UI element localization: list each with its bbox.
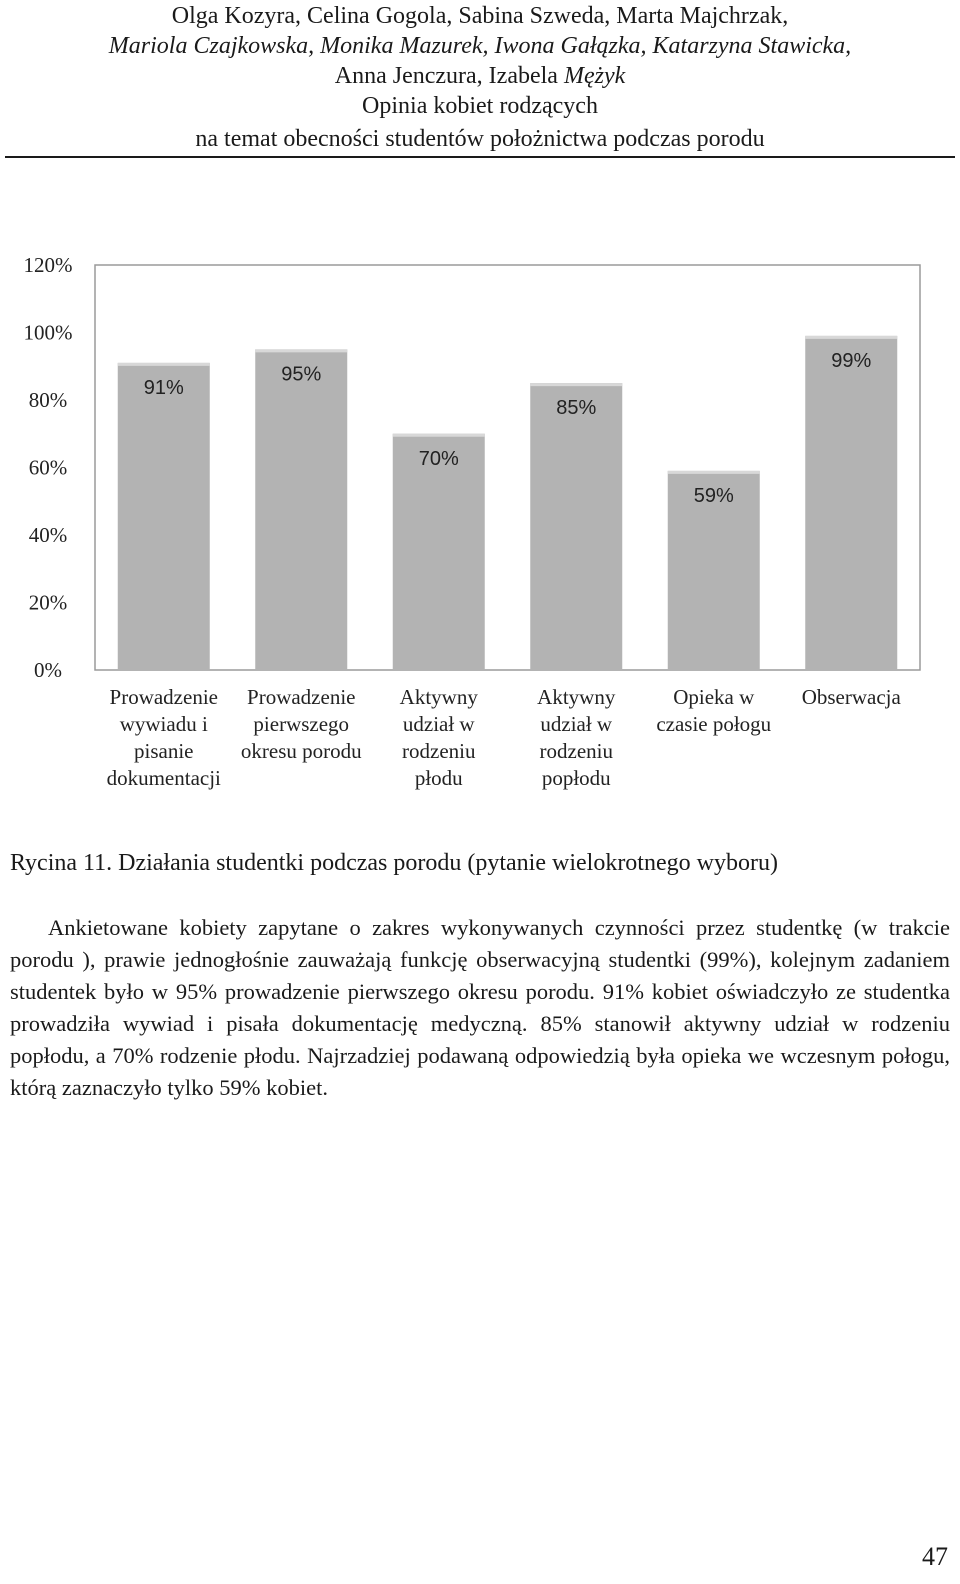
x-tick-label: rodzeniu [539,739,613,763]
x-tick-label: Prowadzenie [247,685,356,709]
x-tick-label: Obserwacja [801,685,901,709]
data-label: 59% [693,484,734,507]
data-label: 85% [556,397,597,420]
article-title-line-1: Opinia kobiet rodzących [362,93,598,119]
bar [118,363,210,670]
page-number: 47 [922,1542,948,1571]
bar-chart [0,230,960,810]
x-tick-label: dokumentacji [106,766,221,790]
bar-highlight [118,363,210,366]
figure-caption: Rycina 11. Działania studentki podczas porodu (pytanie wielokrotnego wyboru) [10,850,778,876]
x-tick-label: pisanie [134,739,194,763]
y-tick-label: 60% [28,455,68,480]
bar-highlight [530,383,622,386]
x-tick-label: czasie połogu [656,712,772,736]
x-tick-label: Prowadzenie [109,685,218,709]
data-label: 99% [831,349,872,372]
x-tick-label: pierwszego [253,712,350,736]
header-rule [5,156,955,158]
x-tick-label: popłodu [541,766,611,790]
paragraph-text: Ankietowane kobiety zapytane o zakres wykonywanych czynności przez studentkę (w trakcie porodu ), prawie jednogłośnie zauważają funkcję obserwacyjną studentki (99%), kolejnym zadaniem studentek było w 95% prowadzenie pierwszego okresu porodu. 91% kobiet oświadczyło ze studentka prowadziła wywiad i pisała dokumentację medyczną. 85% stanowił aktywny udział w rodzeniu popłodu, a 70% rodzenie płodu. Najrzadziej podawaną odpowiedzią była opieka we wczesnym połogu, którą zaznaczyło tylko 59% kobiet. [10,915,950,1100]
article-title-line-2: na temat obecności studentów położnictwa podczas porodu [195,126,765,152]
bar-highlight [668,471,760,474]
x-tick-label: udział w [402,712,475,736]
y-tick-label: 120% [23,253,73,277]
x-tick-label: rodzeniu [402,739,476,763]
x-tick-label: udział w [540,712,613,736]
authors-line-3-plain: Anna Jenczura, Izabela [334,63,564,89]
bar-highlight [255,349,347,352]
authors-line-3 [0,62,960,90]
y-tick-label: 0% [34,658,62,682]
bar [805,336,897,670]
x-tick-label: Opieka w [673,685,755,709]
y-tick-label: 100% [23,320,73,345]
authors-line-2: Mariola Czajkowska, Monika Mazurek, Iwona Gałązka, Katarzyna Stawicka, [108,33,852,59]
authors-line-1: Olga Kozyra, Celina Gogola, Sabina Szweda, Marta Majchrzak, [171,3,789,29]
x-tick-label: Aktywny [399,685,478,709]
y-tick-label: 40% [28,523,68,547]
data-label: 95% [281,363,322,386]
plot-frame [95,265,920,670]
bar [255,349,347,670]
bar-highlight [393,434,485,437]
authors-line-3-italic: Mężyk [563,63,626,89]
bar-highlight [805,336,897,339]
y-tick-label: 80% [28,388,68,412]
x-tick-label: okresu porodu [240,739,362,763]
x-tick-label: płodu [414,766,463,790]
body-paragraph [10,912,950,1104]
data-label: 91% [143,376,184,399]
y-tick-label: 20% [28,590,68,615]
bar [530,383,622,670]
x-tick-label: wywiadu i [119,712,208,736]
x-tick-label: Aktywny [537,685,616,709]
data-label: 70% [418,447,459,470]
